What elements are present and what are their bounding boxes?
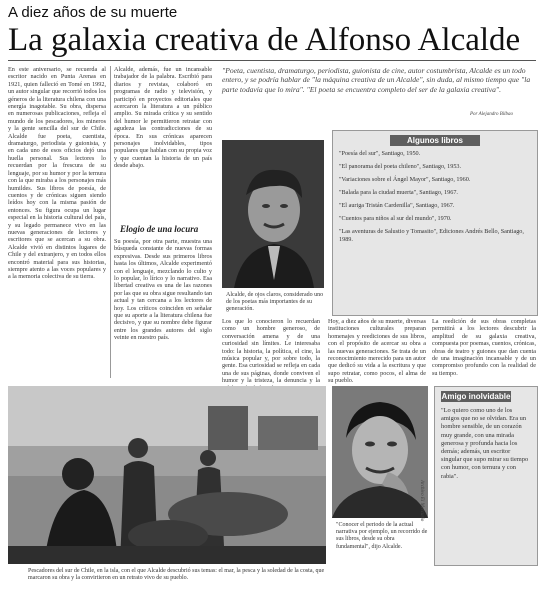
photo-caption-2: Pescadores del sur de Chile, en la isla, con el que Alcalde descubrió sus temas: el mar, la pesca y la soledad de la costa, que marcaron su obra y la convirtieron en un retrato vivo de su pueblo. <box>28 568 325 582</box>
harbour-photo <box>8 386 326 564</box>
book-item: "El auriga Tristán Cardenilla", Santiago, 1967. <box>339 202 455 209</box>
sidebar-friend-title: Amigo inolvidable <box>441 392 511 401</box>
sidebar-books <box>332 130 538 316</box>
book-item: "Poesía del sur", Santiago, 1950. <box>339 150 421 157</box>
body-column-2b: Su poesía, por otra parte, muestra una búsqueda constante de nuevas formas expresivas. Desde sus primeros libros hasta los últimos, Alcalde experimentó con el lenguaje, mezclando lo culto y lo popular, lo lírico y lo narrativo. Esa libertad creativa es una de las razones por las que su obra sigue resultando tan actual y tan cercana a los lectores de hoy. Los críticos coinciden en señalar que su aporte a la literatura chilena fue decisivo, y que su nombre debe figurar entre los grandes autores del siglo veinte en nuestro país. <box>114 238 212 342</box>
headline: La galaxia creativa de Alfonso Alcalde <box>8 22 521 58</box>
portrait-illustration <box>222 140 324 288</box>
sidebar-friend <box>434 386 538 566</box>
body-column-2a: Alcalde, además, fue un incansable trabajador de la palabra. Escribió para diarios y revistas, colaboró en programas de radio y televisión, y participó en proyectos editoriales que acercaron la literatura a un público amplio. Su mirada crítica y su sentido del humor le permitieron retratar con agudeza las contradicciones de su época. En sus crónicas aparecen personajes inolvidables, tipos populares que hablan con su propia voz y que cuentan la historia de un país desde abajo. <box>114 66 212 170</box>
book-item: "El panorama del poeta chileno", Santiago, 1953. <box>339 163 462 170</box>
sidebar-friend-text: "Lo quiero como uno de los amigos que no se olvidan. Era un hombre sensible, de un corazón muy grande, con una mirada generosa y profunda hacia los demás; además, un escritor singular que supo mirar su tiempo con humor, con ternura y con rabia". <box>441 407 529 480</box>
byline: Por Alejandro Bilbao <box>470 112 514 117</box>
book-item: "Variaciones sobre el Ángel Mayor", Santiago, 1960. <box>339 176 471 183</box>
photo-caption-3: "Conocer el periodo de la actual narrativa por ejemplo, un recorrido de sus libros, desde su obra fundamental", dijo Alcalde. <box>336 522 428 550</box>
portrait-photo-2 <box>332 386 428 518</box>
pull-quote: "Poeta, cuentista, dramaturgo, periodista, guionista de cine, autor costumbrista, Alcalde es un todo entero, y se podría hablar de "la máquina creativa de un Alcalde", sin duda, al mismo tiempo que "la parte todavía que lo mira". "El poeta se encuentra completo del ser de la galaxia creativa". <box>222 66 531 94</box>
subhead: Elogio de una locura <box>120 224 199 234</box>
body-column-5: La reedición de sus obras completas permitirá a los lectores descubrir la amplitud de su galaxia creativa, compuesta por poemas, cuentos, crónicas, obras de teatro y guiones que dan cuenta de una imaginación incansable y de un compromiso profundo con la realidad de su tiempo. <box>432 318 536 377</box>
book-item: "Cuentos para niños al sur del mundo", 1970. <box>339 215 452 222</box>
book-item: "Las aventuras de Salustio y Tomasito", Ediciones Andrés Bello, Santiago, 1989. <box>339 228 524 243</box>
portrait-photo <box>222 140 324 288</box>
body-column-4: Hoy, a diez años de su muerte, diversas instituciones culturales preparan homenajes y reediciones de sus libros, con el propósito de acercar su obra a las nuevas generaciones. Se trata de un reconocimiento merecido para un autor que dedicó su vida a la escritura y que supo retratar, como pocos, el alma de su pueblo. <box>328 318 426 385</box>
body-column-1: En este aniversario, se recuerda al escritor nacido en Punta Arenas en 1921, quien falleció en Tomé en 1992, un autor singular que recorrió todos los géneros de la literatura chilena con una energía inagotable. Su obra, dispersa en numerosas publicaciones, refleja el mundo de los pescadores, los mineros y la gente sencilla del sur de Chile. Alcalde fue poeta, cuentista, dramaturgo, periodista y guionista, y en cada uno de esos oficios dejó una huella personal. Sus lectores lo recuerdan por la frescura de su lenguaje, por su humor y por la ternura con la que miraba a los personajes más humildes. Sus libros de poesía, de cuentos y de crónicas siguen siendo leídos hoy con la misma pasión de entonces. Su figura ocupa un lugar especial en la historia cultural del país, y su legado permanece vivo en las nuevas generaciones de lectores y escritores que se acercan a su obra. Alcalde vivió en distintos lugares de Chile y del extranjero, y en todos ellos encontró material para sus historias, siempre atento a las voces populares y a la memoria colectiva de su tierra. <box>8 66 106 281</box>
portrait-illustration-2 <box>332 386 428 518</box>
column-divider <box>110 66 111 378</box>
book-item: "Balada para la ciudad muerta", Santiago, 1967. <box>339 189 458 196</box>
body-column-3: Los que lo conocieron lo recuerdan como un hombre generoso, de conversación amena y de una curiosidad sin límites. Le interesaba todo: la historia, la política, el cine, la música popular y, por sobre todo, la gente. Esa curiosidad se refleja en cada una de sus páginas, donde conviven el humor y la tristeza, la denuncia y la <box>222 318 320 385</box>
harbour-illustration <box>8 386 326 564</box>
headline-rule <box>8 60 536 61</box>
photo-credit: Archivo El Mercurio <box>419 480 424 522</box>
kicker: A diez años de su muerte <box>8 4 178 21</box>
photo-caption-1: Alcalde, de ojos claros, considerado uno de los poetas más importantes de su generación. <box>226 292 324 313</box>
sidebar-books-title: Algunos libros <box>390 135 480 146</box>
